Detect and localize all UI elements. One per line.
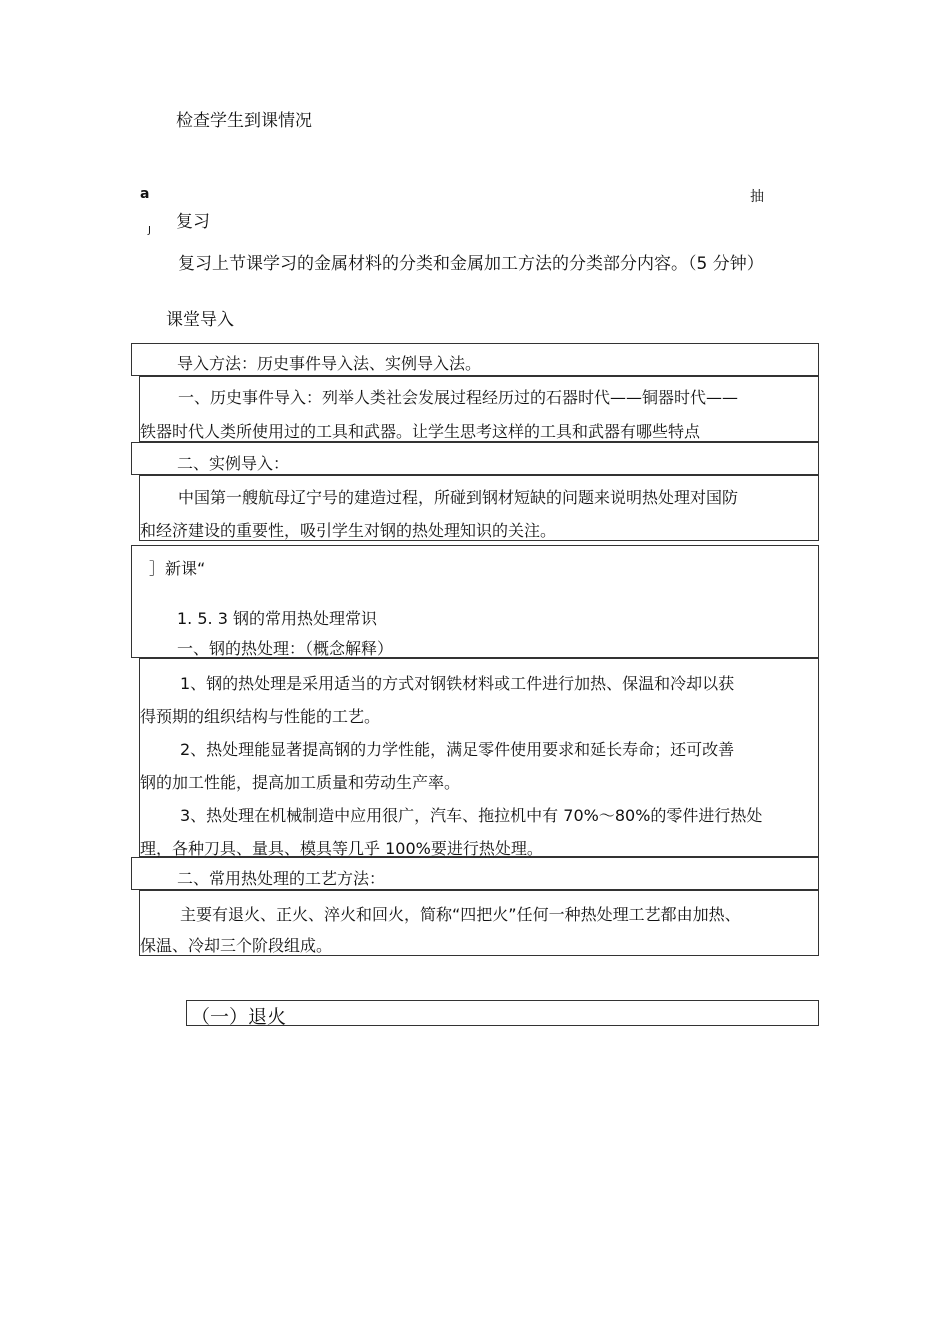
history-import-line2: 铁器时代人类所使用过的工具和武器。让学生思考这样的工具和武器有哪些特点	[140, 422, 701, 441]
example-import-line2: 和经济建设的重要性，吸引学生对钢的热处理知识的关注。	[140, 521, 557, 540]
intro-method-text: 导入方法：历史事件导入法、实例导入法。	[177, 354, 482, 373]
concept-title: 一、钢的热处理：（概念解释）	[177, 639, 394, 658]
attendance-check-text: 检查学生到课情况	[176, 111, 312, 131]
review-content: 复习上节课学习的金属材料的分类和金属加工方法的分类部分内容。（5 分钟）	[178, 254, 764, 274]
point-3-line2: 理，各种刀具、量具、模具等几乎 100%要进行热处理。	[140, 839, 543, 858]
section-heading: 1. 5. 3 钢的常用热处理常识	[177, 609, 377, 628]
review-title: 复习	[176, 212, 210, 232]
margin-mark-j: J	[148, 225, 151, 236]
history-import-box	[139, 376, 819, 442]
point-2-line1: 2、热处理能显著提高钢的力学性能，满足零件使用要求和延长寿命；还可改善	[180, 740, 735, 759]
methods-line2: 保温、冷却三个阶段组成。	[140, 936, 333, 955]
point-1-line1: 1、钢的热处理是采用适当的方式对钢铁材料或工件进行加热、保温和冷却以获	[180, 674, 735, 693]
intro-method-box	[131, 343, 819, 376]
point-2-line2: 钢的加工性能，提高加工质量和劳动生产率。	[140, 773, 461, 792]
methods-title: 二、常用热处理的工艺方法：	[177, 869, 386, 888]
point-3-line1: 3、热处理在机械制造中应用很广，汽车、拖拉机中有 70%〜80%的零件进行热处	[180, 806, 763, 825]
methods-line1: 主要有退火、正火、淬火和回火，简称“四把火”任何一种热处理工艺都由加热、	[180, 905, 741, 924]
margin-mark-a: a	[140, 186, 150, 202]
example-import-line1: 中国第一艘航母辽宁号的建造过程，所碰到钢材短缺的问题来说明热处理对国防	[178, 488, 739, 507]
methods-box	[139, 890, 819, 956]
example-import-title-box	[131, 442, 819, 475]
methods-title-box	[131, 857, 819, 890]
annealing-title: （一）退火	[191, 1006, 287, 1028]
concept-box	[139, 658, 819, 857]
history-import-line1: 一、历史事件导入：列举人类社会发展过程经历过的石器时代——铜器时代——	[178, 388, 739, 407]
intro-title: 课堂导入	[166, 310, 234, 330]
example-import-title: 二、实例导入：	[177, 454, 290, 473]
new-lesson-title: ］新课“	[149, 559, 206, 578]
new-lesson-box	[131, 545, 819, 658]
margin-mark-right: 抽	[750, 189, 764, 205]
point-1-line2: 得预期的组织结构与性能的工艺。	[140, 707, 381, 726]
example-import-box	[139, 475, 819, 541]
annealing-box	[186, 1000, 819, 1026]
